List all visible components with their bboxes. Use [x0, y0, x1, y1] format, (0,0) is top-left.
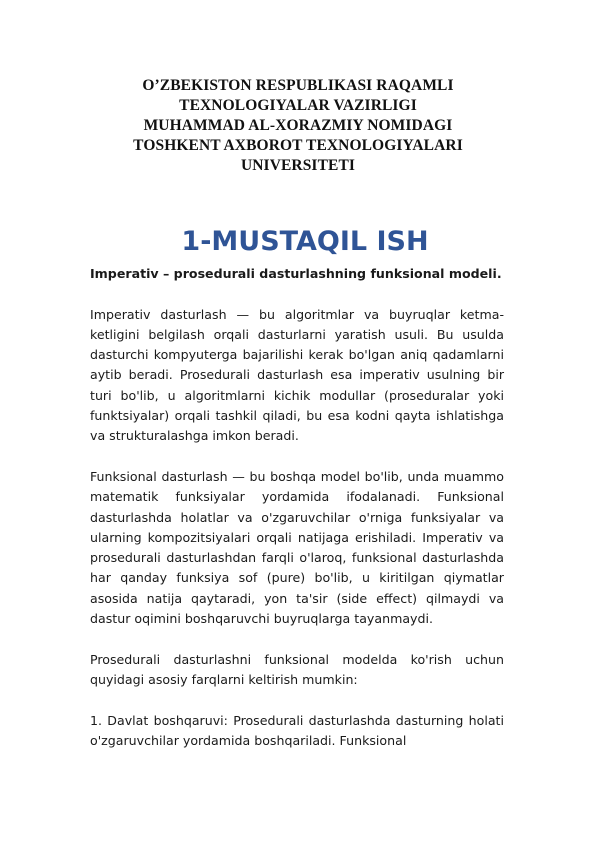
paragraph-functional: Funksional dasturlash — bu boshqa model bo'lib, unda muammo matematik funksiyalar yordamida ifodalanadi. Funksional dasturlashda holatlar va o'zgaruvchilar o'rniga funksiyalar va ularning kompozitsiyalari orqali natijaga erishiladi. Imperativ va prosedurali dasturlashdan farqli o'laroq, funksional dasturlashda har qanday funksiya sof (pure) bo'lib, u kiritilgan qiymatlar asosida natija qaytaradi, yon ta'sir (side effect) qilmaydi va dastur oqimini boshqaruvchi buyruqlarga tayanmaydi. [90, 468, 504, 627]
document-title: 1-MUSTAQIL ISH [181, 226, 429, 257]
header-line-5: UNIVERSITETI [240, 157, 356, 174]
institution-header [90, 76, 506, 176]
paragraph-imperative: Imperativ dasturlash — bu algoritmlar va buyruqlar ketma-ketligini belgilash orqali dasturlarni yaratish usuli. Bu usulda dasturchi kompyuterga bajarilishi kerak bo'lgan aniq qadamlarni aytib beradi. Prosedurali dasturlash esa imperativ usulning bir turi bo'lib, u algoritmlarni kichik modullar (proseduralar yoki funktsiyalar) orqali tashkil qiladi, bu esa kodni qayta ishlatishga va strukturalashga imkon beradi. [90, 306, 504, 444]
header-line-3: MUHAMMAD AL-XORAZMIY NOMIDAGI [143, 117, 453, 134]
paragraph-gap [90, 284, 504, 304]
header-line-4: TOSHKENT AXBOROT TEXNOLOGIYALARI [133, 137, 463, 154]
topic-heading: Imperativ – prosedurali dasturlashning funksional modeli. [90, 266, 502, 281]
paragraph-gap [90, 690, 504, 710]
paragraph-gap [90, 629, 504, 649]
document-body [90, 264, 504, 751]
paragraph-gap [90, 447, 504, 467]
header-line-2: TEXNOLOGIYALAR VAZIRLIGI [179, 97, 417, 114]
paragraph-differences-intro: Prosedurali dasturlashni funksional modelda ko'rish uchun quyidagi asosiy farqlarni keltirish mumkin: [90, 651, 504, 687]
paragraph-state-management: 1. Davlat boshqaruvi: Prosedurali dasturlashda dasturning holati o'zgaruvchilar yordamida boshqariladi. Funksional [90, 712, 504, 748]
header-line-1: O’ZBEKISTON RESPUBLIKASI RAQAMLI [142, 77, 454, 94]
